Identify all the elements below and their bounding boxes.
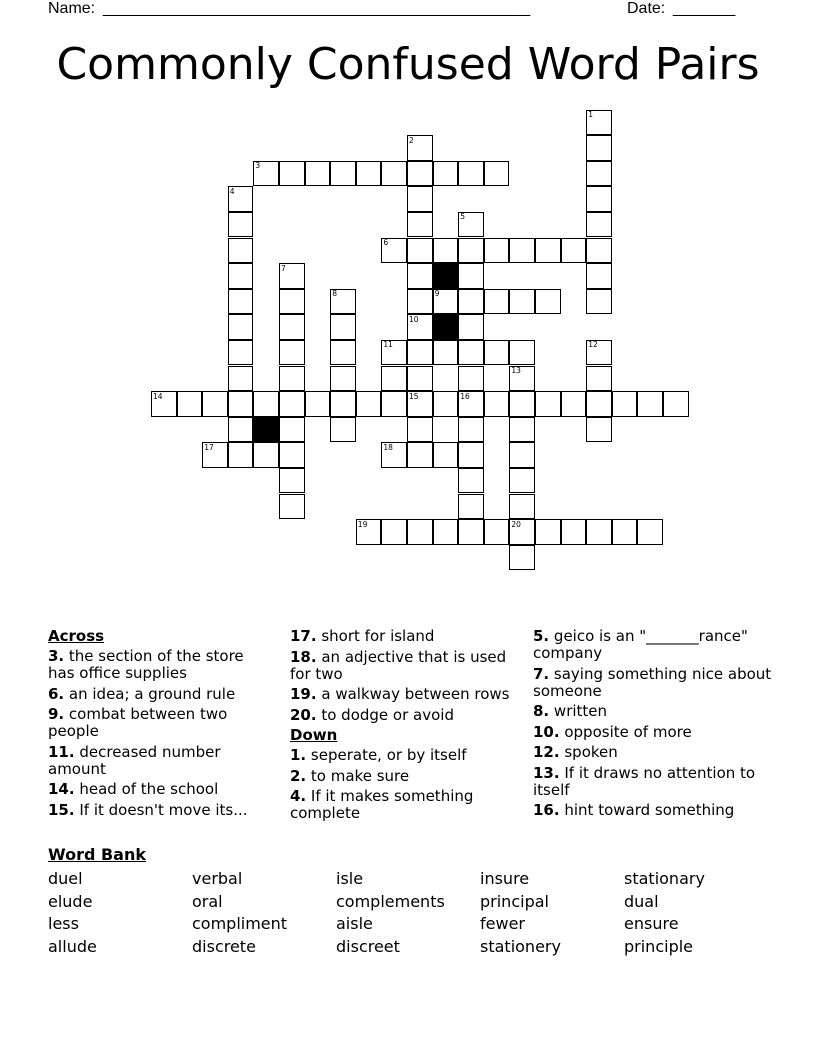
grid-cell[interactable] xyxy=(228,417,254,443)
word-bank-word: discrete xyxy=(192,936,256,956)
grid-cell[interactable] xyxy=(407,238,433,264)
grid-cell[interactable] xyxy=(458,417,484,443)
grid-cell[interactable] xyxy=(586,212,612,238)
grid-cell[interactable] xyxy=(509,417,535,443)
grid-cell[interactable] xyxy=(407,340,433,366)
grid-cell[interactable] xyxy=(586,289,612,315)
grid-cell[interactable] xyxy=(458,468,484,494)
word-bank-word: ensure xyxy=(624,914,679,934)
word-bank-column xyxy=(336,868,445,958)
grid-cell[interactable] xyxy=(484,289,510,315)
grid-cell[interactable] xyxy=(330,391,356,417)
grid-cell[interactable] xyxy=(433,519,459,545)
word-bank-word: principal xyxy=(480,891,549,911)
grid-cell[interactable] xyxy=(228,263,254,289)
grid-cell[interactable] xyxy=(484,519,510,545)
grid-cell[interactable] xyxy=(253,391,279,417)
grid-cell[interactable] xyxy=(407,442,433,468)
grid-cell[interactable] xyxy=(509,468,535,494)
grid-cell[interactable] xyxy=(279,391,305,417)
grid-cell[interactable] xyxy=(509,545,535,571)
clue-number: 19 xyxy=(357,519,368,529)
clue-number: 8 xyxy=(332,289,337,299)
down-clue: 13. If it draws no attention to itself xyxy=(533,763,756,799)
across-clue: 19. a walkway between rows xyxy=(290,685,510,703)
grid-cell[interactable] xyxy=(356,161,382,187)
grid-cell[interactable] xyxy=(612,519,638,545)
clue-number: 14 xyxy=(153,391,163,401)
grid-cell[interactable] xyxy=(509,494,535,520)
grid-cell[interactable] xyxy=(279,340,305,366)
down-clue: 16. hint toward something xyxy=(533,801,735,819)
grid-cell[interactable] xyxy=(228,340,254,366)
clue-number: 15 xyxy=(409,391,419,401)
grid-cell[interactable] xyxy=(433,340,459,366)
grid-cell-black xyxy=(433,314,459,340)
grid-cell[interactable] xyxy=(228,212,254,238)
grid-cell[interactable] xyxy=(458,519,484,545)
across-clue: 18. an adjective that is used for two xyxy=(290,647,507,683)
grid-cell[interactable] xyxy=(561,391,587,417)
grid-cell[interactable] xyxy=(484,238,510,264)
down-clue: 7. saying something nice about someone xyxy=(533,664,772,700)
grid-cell[interactable] xyxy=(381,161,407,187)
grid-cell[interactable] xyxy=(535,289,561,315)
grid-cell[interactable] xyxy=(586,417,612,443)
clue-number: 17 xyxy=(204,442,214,452)
clue-number: 18 xyxy=(383,442,393,452)
clue-number: 13 xyxy=(511,366,521,375)
word-bank-word: compliment xyxy=(192,914,288,934)
grid-cell-black xyxy=(253,417,279,443)
clue-number: 6 xyxy=(383,238,389,247)
across-clue: 9. combat between two people xyxy=(48,705,228,740)
grid-cell[interactable] xyxy=(509,391,535,417)
grid-cell[interactable] xyxy=(381,366,407,392)
grid-cell[interactable] xyxy=(407,289,433,315)
clues-column-2 xyxy=(290,628,520,826)
grid-cell[interactable] xyxy=(407,417,433,443)
grid-cell[interactable] xyxy=(407,263,433,289)
clue-number: 3 xyxy=(255,161,261,171)
across-heading: Across xyxy=(48,627,105,645)
clue-number: 20 xyxy=(511,519,521,529)
word-bank-word: less xyxy=(48,914,79,934)
down-clue: 12. spoken xyxy=(533,743,618,761)
grid-cell[interactable] xyxy=(279,417,305,443)
grid-cell[interactable] xyxy=(586,161,612,187)
grid-cell[interactable] xyxy=(279,314,305,340)
grid-cell[interactable] xyxy=(407,366,433,392)
grid-cell[interactable] xyxy=(356,391,382,417)
grid-cell[interactable] xyxy=(228,289,254,315)
clue-number: 11 xyxy=(383,340,393,350)
grid-cell[interactable] xyxy=(407,212,433,238)
grid-cell[interactable] xyxy=(279,494,305,520)
grid-cell[interactable] xyxy=(535,519,561,545)
word-bank-heading: Word Bank xyxy=(48,845,147,864)
word-bank-word: verbal xyxy=(192,869,243,888)
grid-cell[interactable] xyxy=(279,289,305,315)
grid-cell[interactable] xyxy=(228,442,254,468)
across-clues-column-1 xyxy=(48,628,263,822)
grid-cell[interactable] xyxy=(330,161,356,187)
word-bank-word: allude xyxy=(48,936,97,956)
grid-cell[interactable] xyxy=(433,442,459,468)
word-bank-word: dual xyxy=(624,891,659,911)
grid-cell[interactable] xyxy=(586,238,612,264)
word-bank-word: isle xyxy=(336,869,364,888)
grid-cell[interactable] xyxy=(509,340,535,366)
clue-number: 10 xyxy=(409,314,419,324)
grid-cell[interactable] xyxy=(509,289,535,315)
grid-cell[interactable] xyxy=(202,391,228,417)
grid-cell[interactable] xyxy=(228,314,254,340)
grid-cell[interactable] xyxy=(458,289,484,315)
grid-cell[interactable] xyxy=(433,238,459,264)
grid-cell[interactable] xyxy=(458,442,484,468)
grid-cell[interactable] xyxy=(177,391,203,417)
clue-number: 12 xyxy=(588,340,598,350)
grid-cell[interactable] xyxy=(407,161,433,187)
grid-cell[interactable] xyxy=(458,366,484,392)
clue-number: 2 xyxy=(409,135,414,145)
grid-cell[interactable] xyxy=(612,391,638,417)
clue-number: 9 xyxy=(434,289,440,299)
clue-number: 1 xyxy=(588,110,593,119)
word-bank-word: elude xyxy=(48,891,93,911)
grid-cell[interactable] xyxy=(279,442,305,468)
word-bank-word: duel xyxy=(48,869,83,888)
grid-cell[interactable] xyxy=(637,391,663,417)
grid-cell[interactable] xyxy=(433,161,459,187)
grid-cell[interactable] xyxy=(561,238,587,264)
grid-cell[interactable] xyxy=(458,340,484,366)
grid-cell[interactable] xyxy=(279,161,305,187)
grid-cell[interactable] xyxy=(586,263,612,289)
grid-cell[interactable] xyxy=(458,314,484,340)
grid-cell[interactable] xyxy=(305,161,331,187)
across-clue: 17. short for island xyxy=(290,627,435,645)
grid-cell-black xyxy=(433,263,459,289)
grid-cell[interactable] xyxy=(586,391,612,417)
grid-cell[interactable] xyxy=(586,186,612,212)
grid-cell[interactable] xyxy=(561,519,587,545)
clue-number: 4 xyxy=(229,186,235,196)
word-bank-column xyxy=(48,868,97,958)
grid-cell[interactable] xyxy=(330,314,356,340)
date-blank: _______ xyxy=(673,0,736,17)
grid-cell[interactable] xyxy=(484,161,510,187)
down-clue: 2. to make sure xyxy=(290,766,410,785)
word-bank-word: discreet xyxy=(336,936,400,956)
down-clue: 5. geico is an "_______rance" company xyxy=(533,627,748,662)
word-bank-word: stationary xyxy=(624,869,705,888)
word-bank-word: complements xyxy=(336,891,445,911)
grid-cell[interactable] xyxy=(637,519,663,545)
grid-cell[interactable] xyxy=(381,391,407,417)
clue-number: 16 xyxy=(460,391,470,401)
grid-cell[interactable] xyxy=(381,519,407,545)
grid-cell[interactable] xyxy=(458,263,484,289)
grid-cell[interactable] xyxy=(586,366,612,392)
grid-cell[interactable] xyxy=(663,391,689,417)
grid-cell[interactable] xyxy=(535,238,561,264)
down-clue: 10. opposite of more xyxy=(533,722,692,741)
grid-cell[interactable] xyxy=(279,468,305,494)
grid-cell[interactable] xyxy=(305,391,331,417)
grid-cell[interactable] xyxy=(509,238,535,264)
word-bank-word: principle xyxy=(624,936,694,956)
clue-number: 7 xyxy=(281,263,286,273)
grid-cell[interactable] xyxy=(407,186,433,212)
grid-cell[interactable] xyxy=(253,442,279,468)
page-title: Commonly Confused Word Pairs xyxy=(56,39,760,90)
grid-cell[interactable] xyxy=(535,391,561,417)
grid-cell[interactable] xyxy=(279,366,305,392)
word-bank-word: aisle xyxy=(336,914,373,934)
across-clue: 20. to dodge or avoid xyxy=(290,705,454,724)
across-clue: 11. decreased number amount xyxy=(48,742,221,778)
down-clue: 8. written xyxy=(533,702,608,720)
grid-cell[interactable] xyxy=(458,238,484,264)
down-clue: 4. If it makes something complete xyxy=(290,787,474,822)
grid-cell[interactable] xyxy=(330,417,356,443)
grid-cell[interactable] xyxy=(228,366,254,392)
clue-number: 5 xyxy=(460,212,465,222)
grid-cell[interactable] xyxy=(407,519,433,545)
grid-cell[interactable] xyxy=(509,442,535,468)
across-clue: 6. an idea; a ground rule xyxy=(48,684,236,703)
grid-cell[interactable] xyxy=(433,391,459,417)
grid-cell[interactable] xyxy=(330,366,356,392)
word-bank-word: insure xyxy=(480,869,530,888)
name-blank: ________________________________________________ xyxy=(103,0,531,17)
grid-cell[interactable] xyxy=(228,238,254,264)
word-bank-word: fewer xyxy=(480,914,525,934)
grid-cell[interactable] xyxy=(458,494,484,520)
grid-cell[interactable] xyxy=(330,340,356,366)
word-bank-column xyxy=(624,868,705,958)
grid-cell[interactable] xyxy=(586,519,612,545)
grid-cell[interactable] xyxy=(484,340,510,366)
word-bank-column xyxy=(192,868,287,958)
word-bank-word: oral xyxy=(192,891,223,911)
down-heading: Down xyxy=(290,726,338,744)
grid-cell[interactable] xyxy=(484,391,510,417)
across-clue: 14. head of the school xyxy=(48,780,219,798)
name-label: Name: xyxy=(48,0,96,17)
across-clue: 15. If it doesn't move its... xyxy=(48,800,248,819)
word-bank-column xyxy=(480,868,561,958)
down-clue: 1. seperate, or by itself xyxy=(290,746,467,764)
across-clue: 3. the section of the store has office supplies xyxy=(48,647,244,682)
grid-cell[interactable] xyxy=(458,161,484,187)
grid-cell[interactable] xyxy=(228,391,254,417)
down-clues-column-3 xyxy=(533,628,773,823)
grid-cell[interactable] xyxy=(586,135,612,161)
word-bank-word: stationery xyxy=(480,936,561,956)
date-label: Date: xyxy=(627,0,666,17)
